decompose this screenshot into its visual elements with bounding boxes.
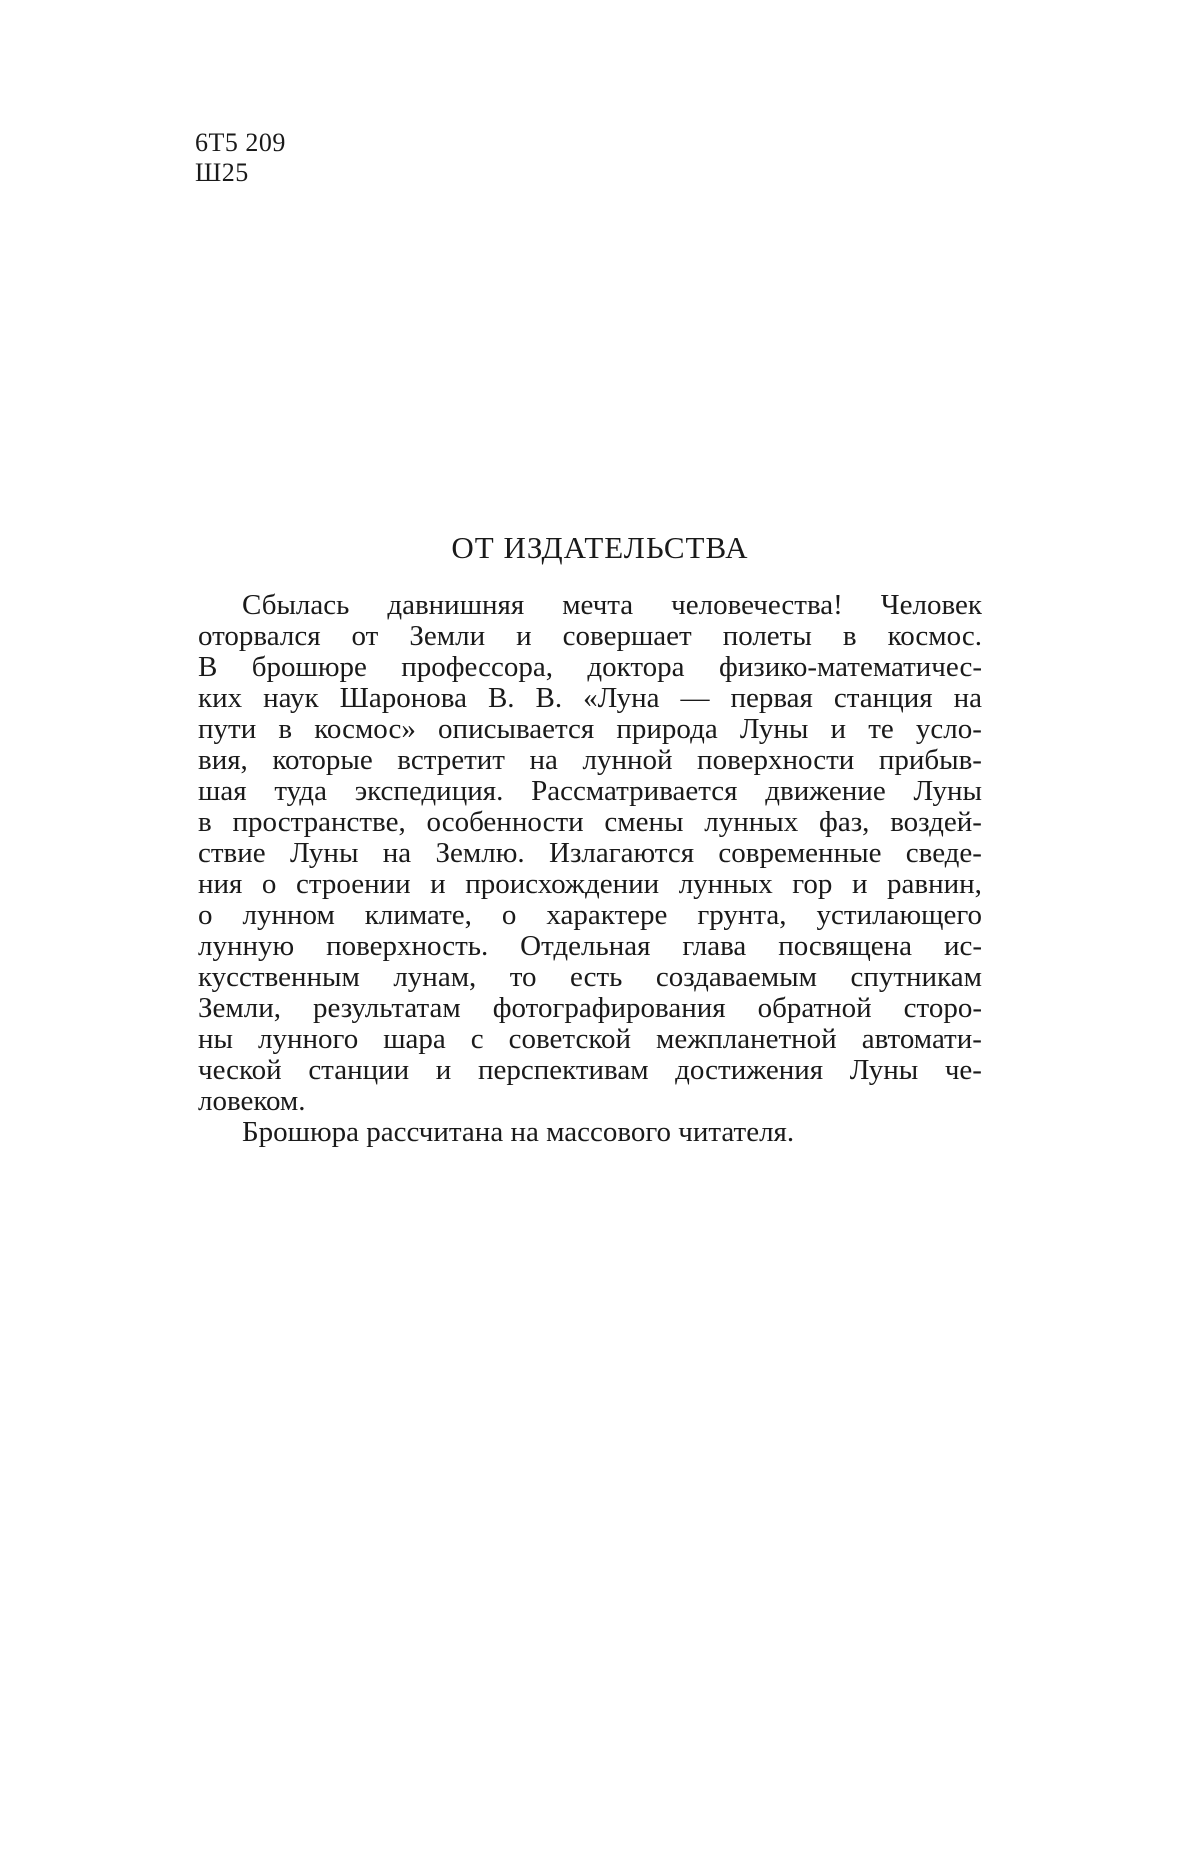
word: на [529,744,558,776]
word: усло- [915,713,982,745]
word: лунного [258,1023,359,1055]
word: лунном [242,899,335,931]
word: пути [198,713,257,745]
word: на [953,682,982,714]
word: В. [535,682,563,714]
word: современные [718,837,882,869]
text-line: ловеком. [198,1085,306,1117]
word: мечта [562,589,634,621]
word: шая [198,775,247,807]
word: ны [198,1023,234,1055]
word: и [430,868,446,900]
word: о [198,899,213,931]
word: советской [508,1023,631,1055]
word: и [435,1054,452,1086]
word: станция [833,682,933,714]
word: пространстве, [232,806,406,838]
word: воздей- [890,806,982,838]
classification-code-1: 6Т5 209 [195,128,286,157]
word: ких [198,682,243,714]
text-line [198,838,982,869]
text-line [198,931,982,962]
word: шара [383,1023,446,1055]
word: Сбылась [242,589,350,621]
text-line [198,621,982,652]
word: станции [308,1054,410,1086]
word: то [509,961,537,993]
word: перспективам [477,1054,649,1086]
word: профессора, [401,651,554,683]
word: наук [263,682,319,714]
word: лунных [704,806,799,838]
word: лунных [678,868,773,900]
word: те [868,713,894,745]
word: Луны [849,1054,919,1086]
word: происхождении [465,868,660,900]
word: оторвался [198,620,321,652]
word: доктора [587,651,685,683]
word: грунта, [697,899,787,931]
text-line [198,776,982,807]
word: давнишняя [387,589,525,621]
word: движение [765,775,886,807]
word: создаваемым [655,961,817,993]
word: — [680,682,710,714]
word: че- [944,1054,982,1086]
word: в [198,806,212,838]
word: Луны [739,713,809,745]
text-line [198,962,982,993]
word: вия, [198,744,248,776]
text-line [198,993,982,1024]
text-line [198,807,982,838]
word: сведе- [905,837,982,869]
text-line [198,683,982,714]
text-line [198,869,982,900]
word: Излагаются [549,837,695,869]
word: Земли, [198,992,281,1024]
word: фотографирования [492,992,726,1024]
word: Землю. [435,837,525,869]
word: космос. [887,620,982,652]
word: космос» [314,713,416,745]
word: совершает [562,620,692,652]
word: глава [682,930,747,962]
word: межпланетной [655,1023,837,1055]
word: климате, [364,899,472,931]
word: Человек [880,589,982,621]
library-classification [195,128,286,188]
word: туда [274,775,327,807]
text-line [198,1055,982,1086]
word: результатам [312,992,461,1024]
word: особенности [426,806,584,838]
word: Луны [913,775,982,807]
publisher-note-text [198,590,982,1148]
word: строении [295,868,411,900]
word: от [351,620,379,652]
word: физико-математичес- [718,651,982,683]
word: В [198,651,218,683]
word: лунную [198,930,295,962]
word: природа [616,713,718,745]
closing-line: Брошюра рассчитана на массового читателя. [242,1116,795,1148]
text-line [198,714,982,745]
section-heading: ОТ ИЗДАТЕЛЬСТВА [451,530,749,565]
word: равнин, [887,868,982,900]
word: первая [730,682,813,714]
word: характере [546,899,668,931]
word: полеты [722,620,812,652]
word: спутникам [850,961,982,993]
word: есть [570,961,623,993]
word: Рассматривается [531,775,738,807]
word: сторо- [903,992,982,1024]
word: лунной [582,744,673,776]
word: кусственным [198,961,360,993]
word: которые [272,744,373,776]
word: прибыв- [878,744,982,776]
word: экспедиция. [354,775,504,807]
word: поверхности [697,744,855,776]
word: гор [792,868,833,900]
word: брошюре [251,651,367,683]
text-line [198,1024,982,1055]
word: человечества! [671,589,843,621]
word: В. [487,682,515,714]
word: автомати- [861,1023,982,1055]
text-line [198,652,982,683]
word: посвящена [778,930,913,962]
word: Луны [289,837,359,869]
word: в [842,620,857,652]
word: и [516,620,532,652]
word: описывается [438,713,595,745]
word: «Луна [583,682,660,714]
word: достижения [675,1054,824,1086]
text-line [198,590,982,621]
word: фаз, [819,806,870,838]
word: ческой [198,1054,282,1086]
word: устилающего [816,899,982,931]
word: лунам, [393,961,477,993]
word: на [382,837,412,869]
word: с [470,1023,484,1055]
word: Шаронова [339,682,467,714]
word: ствие [198,837,266,869]
word: о [501,899,517,931]
word: в [278,713,293,745]
text-line [198,900,982,931]
word: и [830,713,847,745]
word: и [851,868,868,900]
word: поверхность. [326,930,489,962]
word: обратной [757,992,872,1024]
word: встретит [397,744,505,776]
word: о [261,868,277,900]
text-line [198,745,982,776]
word: ния [198,868,243,900]
word: Отдельная [520,930,651,962]
word: ис- [943,930,982,962]
classification-code-2: Ш25 [195,158,249,187]
word: смены [604,806,684,838]
word: Земли [409,620,486,652]
